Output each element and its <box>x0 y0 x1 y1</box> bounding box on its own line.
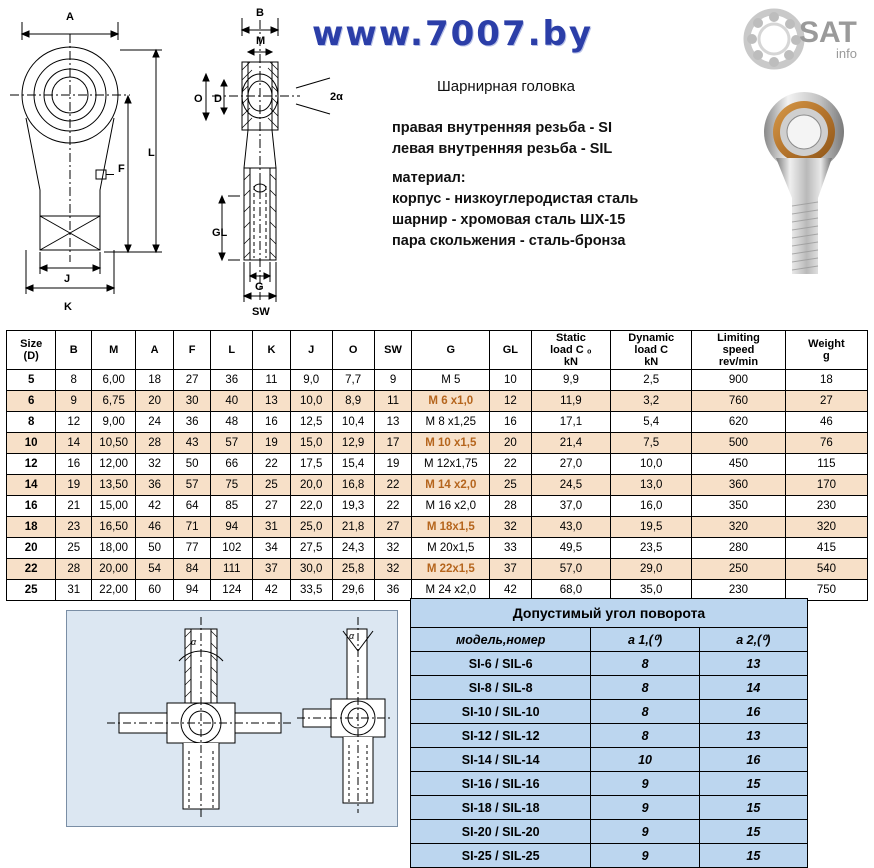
table-cell: 27,0 <box>531 454 611 475</box>
table-cell: 34 <box>253 538 291 559</box>
table-cell: 15,00 <box>92 496 136 517</box>
angle-table-row <box>411 844 808 868</box>
angle-table-row <box>411 652 808 676</box>
label-J: J <box>64 273 71 285</box>
table-cell: 124 <box>211 580 253 601</box>
cell-size: 20 <box>7 538 56 559</box>
table-cell: 23,5 <box>611 538 692 559</box>
table-cell: 9 <box>56 391 92 412</box>
table-cell: 30 <box>173 391 211 412</box>
angle-value: 15 <box>699 820 807 844</box>
table-cell: 9 <box>374 370 412 391</box>
table-cell: 48 <box>211 412 253 433</box>
table-cell: 21 <box>56 496 92 517</box>
angle-value: 9 <box>591 844 699 868</box>
angle-table-title-row <box>411 599 808 628</box>
angle-model: SI-6 / SIL-6 <box>411 652 591 676</box>
table-cell: 22 <box>374 496 412 517</box>
table-row <box>7 475 868 496</box>
table-cell: 13 <box>253 391 291 412</box>
table-cell: 27 <box>374 517 412 538</box>
angle-value: 15 <box>699 796 807 820</box>
table-cell: 71 <box>173 517 211 538</box>
angle-table-row <box>411 724 808 748</box>
angle-table-body <box>411 599 808 868</box>
table-cell: 10,0 <box>611 454 692 475</box>
table-cell: 66 <box>211 454 253 475</box>
table-cell: 320 <box>785 517 867 538</box>
table-cell: 37 <box>253 559 291 580</box>
table-cell: 36 <box>374 580 412 601</box>
table-cell: 27,5 <box>290 538 332 559</box>
angle-table-row <box>411 700 808 724</box>
table-cell: 94 <box>211 517 253 538</box>
table-cell: 49,5 <box>531 538 611 559</box>
table-row <box>7 433 868 454</box>
label-M: M <box>256 35 266 47</box>
table-cell: 27 <box>173 370 211 391</box>
table-cell: 17,5 <box>290 454 332 475</box>
table-cell: 22 <box>374 475 412 496</box>
table-cell: 14 <box>56 433 92 454</box>
table-cell: 620 <box>692 412 786 433</box>
table-row <box>7 412 868 433</box>
table-row <box>7 517 868 538</box>
table-cell: 10 <box>490 370 531 391</box>
table-cell: 77 <box>173 538 211 559</box>
cell-thread: M 8 x1,25 <box>412 412 490 433</box>
table-cell: 15,0 <box>290 433 332 454</box>
table-cell: 115 <box>785 454 867 475</box>
table-cell: 42 <box>253 580 291 601</box>
product-photo <box>752 88 862 278</box>
table-cell: 16,0 <box>611 496 692 517</box>
table-cell: 13,0 <box>611 475 692 496</box>
swivel-angle-table <box>410 598 808 868</box>
cell-size: 18 <box>7 517 56 538</box>
angle-model: SI-10 / SIL-10 <box>411 700 591 724</box>
table-cell: 21,8 <box>332 517 374 538</box>
table-cell: 22 <box>253 454 291 475</box>
angle-value: 8 <box>591 700 699 724</box>
table-cell: 15,4 <box>332 454 374 475</box>
fig-label-alpha1: α <box>191 637 197 647</box>
label-G: G <box>255 281 264 293</box>
table-cell: 18,00 <box>92 538 136 559</box>
angle-value: 13 <box>699 724 807 748</box>
table-cell: 42 <box>136 496 174 517</box>
table-cell: 21,4 <box>531 433 611 454</box>
table-cell: 28 <box>136 433 174 454</box>
cell-size: 14 <box>7 475 56 496</box>
col-header-limiting-speed: Limiting speed rev/min <box>692 331 786 370</box>
angle-col-header-2: a 2,(⁰) <box>699 628 807 652</box>
angle-table-row <box>411 820 808 844</box>
table-cell: 10,50 <box>92 433 136 454</box>
col-header-static-load: Static load C ₀ kN <box>531 331 611 370</box>
table-cell: 3,2 <box>611 391 692 412</box>
label-A: A <box>66 11 74 23</box>
table-cell: 350 <box>692 496 786 517</box>
table-cell: 94 <box>173 580 211 601</box>
table-cell: 320 <box>692 517 786 538</box>
table-cell: 25 <box>490 475 531 496</box>
table-cell: 57 <box>173 475 211 496</box>
table-cell: 37 <box>490 559 531 580</box>
table-cell: 230 <box>692 580 786 601</box>
col-header-G: G <box>412 331 490 370</box>
table-cell: 43 <box>173 433 211 454</box>
label-F: F <box>118 163 125 175</box>
table-cell: 5,4 <box>611 412 692 433</box>
table-cell: 8 <box>56 370 92 391</box>
watermark-url: www.7007.by <box>312 14 594 54</box>
table-cell: 42 <box>490 580 531 601</box>
table-cell: 20,00 <box>92 559 136 580</box>
table-cell: 18 <box>136 370 174 391</box>
table-cell: 46 <box>136 517 174 538</box>
cell-thread: M 22x1,5 <box>412 559 490 580</box>
table-cell: 16,50 <box>92 517 136 538</box>
table-cell: 750 <box>785 580 867 601</box>
table-cell: 760 <box>692 391 786 412</box>
table-cell: 28 <box>490 496 531 517</box>
angle-value: 15 <box>699 772 807 796</box>
angle-value: 9 <box>591 820 699 844</box>
sat-logo <box>744 10 864 72</box>
cell-thread: M 5 <box>412 370 490 391</box>
cell-size: 6 <box>7 391 56 412</box>
label-B: B <box>256 7 264 19</box>
angle-model: SI-25 / SIL-25 <box>411 844 591 868</box>
table-cell: 64 <box>173 496 211 517</box>
table-cell: 25,0 <box>290 517 332 538</box>
cell-thread: M 6 x1,0 <box>412 391 490 412</box>
table-cell: 32 <box>374 538 412 559</box>
page-subtitle: Шарнирная головка <box>437 78 575 95</box>
table-cell: 18 <box>785 370 867 391</box>
table-cell: 8,9 <box>332 391 374 412</box>
table-cell: 36 <box>211 370 253 391</box>
table-cell: 16,8 <box>332 475 374 496</box>
cell-size: 8 <box>7 412 56 433</box>
table-cell: 24 <box>136 412 174 433</box>
table-cell: 12,00 <box>92 454 136 475</box>
table-cell: 25 <box>56 538 92 559</box>
table-cell: 68,0 <box>531 580 611 601</box>
table-cell: 7,7 <box>332 370 374 391</box>
angle-value: 9 <box>591 796 699 820</box>
table-cell: 36 <box>173 412 211 433</box>
label-O: O <box>194 93 203 105</box>
col-header-J: J <box>290 331 332 370</box>
table-row <box>7 496 868 517</box>
label-L: L <box>148 147 155 159</box>
table-cell: 280 <box>692 538 786 559</box>
angle-table-row <box>411 676 808 700</box>
label-2alpha: 2α <box>330 91 343 103</box>
table-cell: 170 <box>785 475 867 496</box>
cell-size: 10 <box>7 433 56 454</box>
angle-value: 15 <box>699 844 807 868</box>
swivel-angle-figure <box>66 610 398 827</box>
col-header-B: B <box>56 331 92 370</box>
table-cell: 33,5 <box>290 580 332 601</box>
table-cell: 32 <box>136 454 174 475</box>
technical-drawings <box>0 0 343 318</box>
table-cell: 111 <box>211 559 253 580</box>
table-cell: 29,6 <box>332 580 374 601</box>
cell-thread: M 18x1,5 <box>412 517 490 538</box>
table-cell: 7,5 <box>611 433 692 454</box>
angle-value: 14 <box>699 676 807 700</box>
table-cell: 76 <box>785 433 867 454</box>
table-cell: 25 <box>253 475 291 496</box>
table-cell: 84 <box>173 559 211 580</box>
angle-model: SI-12 / SIL-12 <box>411 724 591 748</box>
table-row <box>7 391 868 412</box>
table-cell: 450 <box>692 454 786 475</box>
angle-table-row <box>411 796 808 820</box>
col-header-O: O <box>332 331 374 370</box>
angle-value: 13 <box>699 652 807 676</box>
table-cell: 20 <box>136 391 174 412</box>
table-cell: 20,0 <box>290 475 332 496</box>
col-header-GL: GL <box>490 331 531 370</box>
table-row <box>7 454 868 475</box>
table-cell: 19,5 <box>611 517 692 538</box>
col-header-A: A <box>136 331 174 370</box>
angle-value: 10 <box>591 748 699 772</box>
table-cell: 23 <box>56 517 92 538</box>
table-cell: 19 <box>253 433 291 454</box>
table-cell: 6,75 <box>92 391 136 412</box>
table-cell: 9,9 <box>531 370 611 391</box>
table-cell: 24,5 <box>531 475 611 496</box>
table-cell: 11,9 <box>531 391 611 412</box>
label-SW: SW <box>252 306 270 318</box>
table-cell: 30,0 <box>290 559 332 580</box>
table-cell: 6,00 <box>92 370 136 391</box>
table-cell: 19 <box>56 475 92 496</box>
table-cell: 16 <box>253 412 291 433</box>
table-cell: 32 <box>374 559 412 580</box>
angle-value: 16 <box>699 748 807 772</box>
cell-thread: M 24 x2,0 <box>412 580 490 601</box>
table-cell: 50 <box>173 454 211 475</box>
table-cell: 40 <box>211 391 253 412</box>
cell-size: 25 <box>7 580 56 601</box>
table-cell: 25,8 <box>332 559 374 580</box>
table-cell: 250 <box>692 559 786 580</box>
label-GL: GL <box>212 227 228 239</box>
table-cell: 12 <box>490 391 531 412</box>
angle-model: SI-18 / SIL-18 <box>411 796 591 820</box>
col-header-SW: SW <box>374 331 412 370</box>
dimensions-table <box>6 330 868 601</box>
table-cell: 16 <box>56 454 92 475</box>
fig-label-alpha2: α <box>349 631 355 641</box>
table-cell: 17 <box>374 433 412 454</box>
angle-table-row <box>411 748 808 772</box>
table-cell: 29,0 <box>611 559 692 580</box>
table-cell: 13 <box>374 412 412 433</box>
angle-value: 9 <box>591 772 699 796</box>
table-cell: 32 <box>490 517 531 538</box>
angle-model: SI-14 / SIL-14 <box>411 748 591 772</box>
col-header-K: K <box>253 331 291 370</box>
angle-model: SI-16 / SIL-16 <box>411 772 591 796</box>
table-cell: 900 <box>692 370 786 391</box>
table-cell: 75 <box>211 475 253 496</box>
bearing-icon <box>744 10 804 68</box>
cell-size: 5 <box>7 370 56 391</box>
table-cell: 50 <box>136 538 174 559</box>
label-K: K <box>64 301 72 313</box>
spec-line-6: пара скольжения - сталь-бронза <box>392 233 626 249</box>
table-row <box>7 559 868 580</box>
angle-table-header-row <box>411 628 808 652</box>
cell-thread: M 20x1,5 <box>412 538 490 559</box>
label-D: D <box>214 93 222 105</box>
cell-thread: M 12x1,75 <box>412 454 490 475</box>
table-cell: 85 <box>211 496 253 517</box>
table-cell: 20 <box>490 433 531 454</box>
cell-size: 12 <box>7 454 56 475</box>
table-cell: 12,5 <box>290 412 332 433</box>
table-cell: 10,4 <box>332 412 374 433</box>
angle-value: 8 <box>591 724 699 748</box>
table-cell: 102 <box>211 538 253 559</box>
cell-size: 16 <box>7 496 56 517</box>
spec-line-4: корпус - низкоуглеродистая сталь <box>392 191 639 207</box>
col-header-L: L <box>211 331 253 370</box>
table-cell: 19 <box>374 454 412 475</box>
angle-model: SI-20 / SIL-20 <box>411 820 591 844</box>
table-row <box>7 538 868 559</box>
table-cell: 540 <box>785 559 867 580</box>
table-cell: 11 <box>253 370 291 391</box>
table-cell: 19,3 <box>332 496 374 517</box>
angle-model: SI-8 / SIL-8 <box>411 676 591 700</box>
angle-value: 16 <box>699 700 807 724</box>
table-cell: 46 <box>785 412 867 433</box>
table-cell: 33 <box>490 538 531 559</box>
table-cell: 54 <box>136 559 174 580</box>
table-cell: 27 <box>253 496 291 517</box>
table-cell: 360 <box>692 475 786 496</box>
table-cell: 10,0 <box>290 391 332 412</box>
angle-value: 8 <box>591 676 699 700</box>
table-cell: 12,9 <box>332 433 374 454</box>
col-header-F: F <box>173 331 211 370</box>
table-cell: 230 <box>785 496 867 517</box>
table-cell: 13,50 <box>92 475 136 496</box>
cell-size: 22 <box>7 559 56 580</box>
table-cell: 22,00 <box>92 580 136 601</box>
table-cell: 28 <box>56 559 92 580</box>
table-cell: 17,1 <box>531 412 611 433</box>
angle-col-header-0: модель,номер <box>411 628 591 652</box>
table-header-row <box>7 331 868 370</box>
table-cell: 31 <box>253 517 291 538</box>
table-cell: 22 <box>490 454 531 475</box>
col-header-weight: Weight g <box>785 331 867 370</box>
table-cell: 11 <box>374 391 412 412</box>
table-cell: 2,5 <box>611 370 692 391</box>
table-row <box>7 370 868 391</box>
table-cell: 9,0 <box>290 370 332 391</box>
cell-thread: M 10 x1,5 <box>412 433 490 454</box>
col-header-size: Size (D) <box>7 331 56 370</box>
table-body <box>7 370 868 601</box>
angle-value: 8 <box>591 652 699 676</box>
spec-line-1: правая внутренняя резьба - SI <box>392 120 613 136</box>
table-cell: 22,0 <box>290 496 332 517</box>
table-cell: 24,3 <box>332 538 374 559</box>
table-cell: 27 <box>785 391 867 412</box>
angle-table-row <box>411 772 808 796</box>
table-cell: 57,0 <box>531 559 611 580</box>
spec-line-5: шарнир - хромовая сталь ШХ-15 <box>392 212 626 228</box>
table-cell: 9,00 <box>92 412 136 433</box>
cell-thread: M 16 x2,0 <box>412 496 490 517</box>
table-cell: 36 <box>136 475 174 496</box>
table-cell: 60 <box>136 580 174 601</box>
table-cell: 12 <box>56 412 92 433</box>
spec-line-3: материал: <box>392 170 466 186</box>
spec-line-2: левая внутренняя резьба - SIL <box>392 141 613 157</box>
table-cell: 500 <box>692 433 786 454</box>
table-cell: 415 <box>785 538 867 559</box>
table-cell: 31 <box>56 580 92 601</box>
angle-table-title: Допустимый угол поворота <box>411 599 808 628</box>
col-header-dynamic-load: Dynamic load C kN <box>611 331 692 370</box>
sat-logo-sub: info <box>836 46 857 61</box>
angle-col-header-1: a 1,(⁰) <box>591 628 699 652</box>
table-cell: 37,0 <box>531 496 611 517</box>
table-header <box>7 331 868 370</box>
table-cell: 43,0 <box>531 517 611 538</box>
spec-text-block <box>392 118 638 252</box>
col-header-M: M <box>92 331 136 370</box>
cell-thread: M 14 x2,0 <box>412 475 490 496</box>
table-cell: 35,0 <box>611 580 692 601</box>
table-cell: 16 <box>490 412 531 433</box>
sat-logo-text: SAT <box>799 16 857 49</box>
table-cell: 57 <box>211 433 253 454</box>
